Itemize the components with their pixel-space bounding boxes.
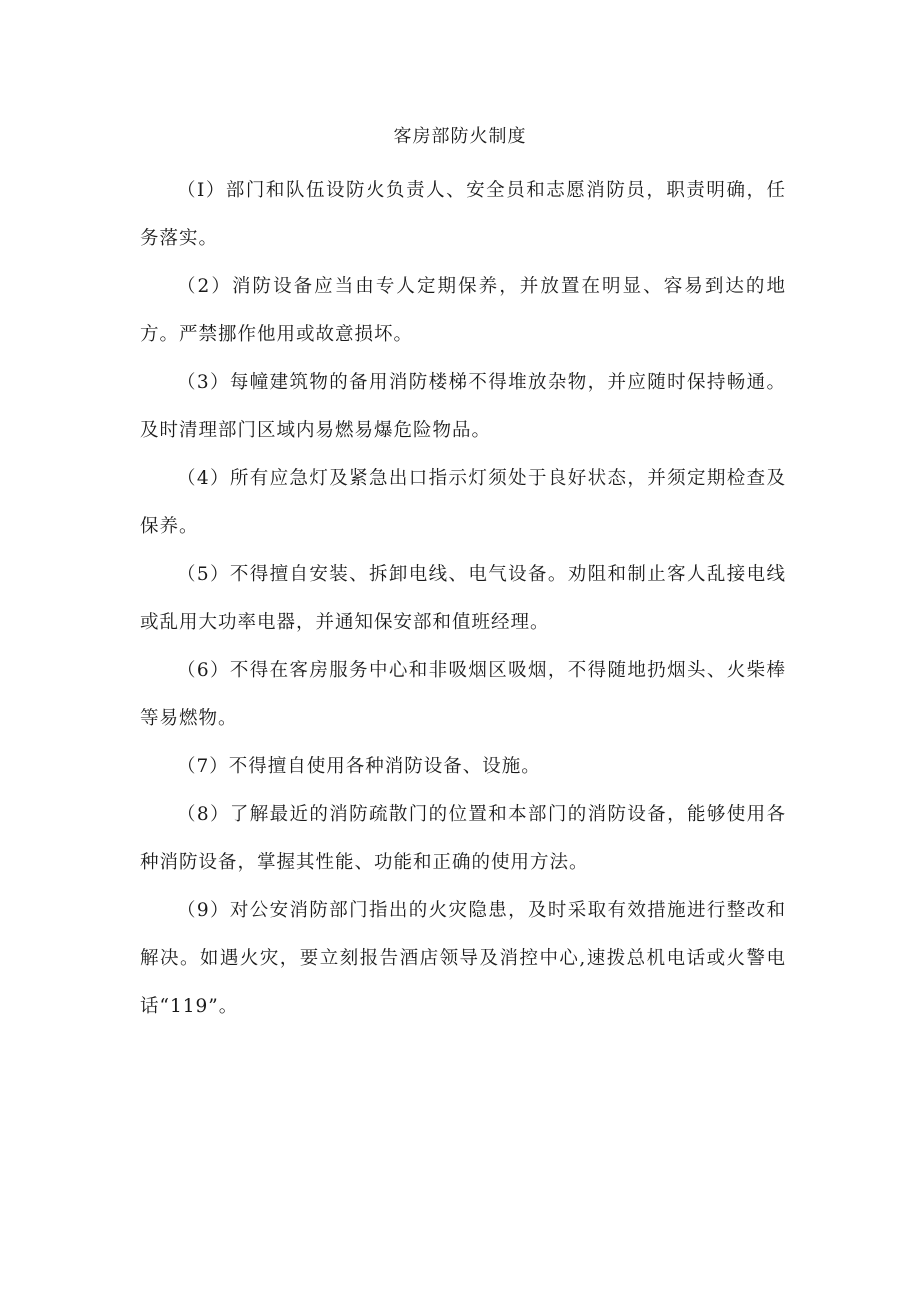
paragraph-8: （8）了解最近的消防疏散门的位置和本部门的消防设备，能够使用各种消防设备，掌握其性能、功能和正确的使用方法。 <box>140 804 786 873</box>
paragraph-7: （7）不得擅自使用各种消防设备、设施。 <box>177 756 541 777</box>
paragraph-9: （9）对公安消防部门指出的火灾隐患，及时采取有效措施进行整改和解决。如遇火灾，要立刻报告酒店领导及消控中心,速拨总机电话或火警电话“119”。 <box>140 900 786 1017</box>
paragraph-6: （6）不得在客房服务中心和非吸烟区吸烟，不得随地扔烟头、火柴棒等易燃物。 <box>140 660 786 729</box>
paragraph-5: （5）不得擅自安装、拆卸电线、电气设备。劝阻和制止客人乱接电线或乱用大功率电器，并通知保安部和值班经理。 <box>140 564 786 633</box>
paragraph-3: （3）每幢建筑物的备用消防楼梯不得堆放杂物，并应随时保持畅通。及时清理部门区域内易燃易爆危险物品。 <box>140 372 786 441</box>
paragraph-2: （2）消防设备应当由专人定期保养，并放置在明显、容易到达的地方。严禁挪作他用或故意损坏。 <box>140 276 786 345</box>
paragraph-1: （I）部门和队伍设防火负责人、安全员和志愿消防员，职责明确，任务落实。 <box>140 180 786 249</box>
paragraph-4: （4）所有应急灯及紧急出口指示灯须处于良好状态，并须定期检查及保养。 <box>140 468 786 537</box>
document-title: 客房部防火制度 <box>393 126 527 147</box>
document-body <box>140 167 786 1031</box>
